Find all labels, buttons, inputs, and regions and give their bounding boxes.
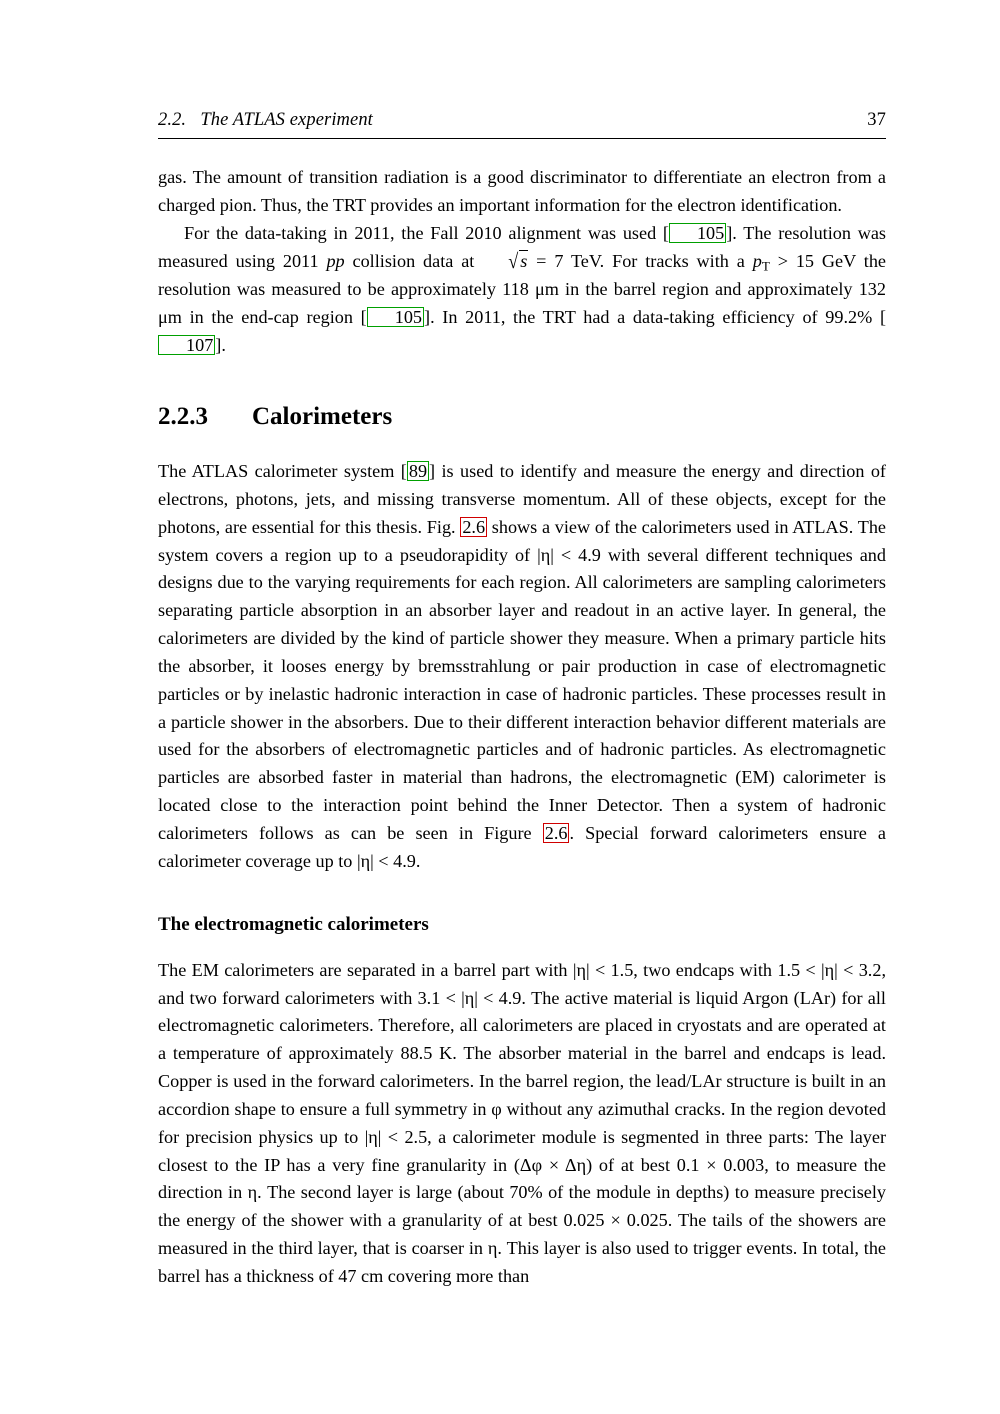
section-title: Calorimeters	[252, 402, 393, 430]
paragraph-calorimeter-overview	[158, 458, 886, 876]
paragraph-trt-continued: gas. The amount of transition radiation is a good discriminator to differentiate an electron from a charged pion. Thus, the TRT provides an important information for the electron identification.	[158, 167, 886, 215]
citation-89[interactable]: 89	[408, 461, 428, 482]
section-number: 2.2.3	[158, 402, 208, 430]
text-run: shows a view of the calorimeters used in ATLAS. The system covers a region up to a pseudorapidity of |η| < 4.9 with several different techniques and designs due to the varying requirements for each region. All calorimeters are sampling calorimeters separating particle absorption in an absorber layer and readout in an active layer. In general, the calorimeters are divided by the kind of particle shower they measure. When a primary particle hits the absorber, it looses energy by bremsstrahlung or pair production in case of electromagnetic particles or by inelastic hadronic interaction in case of hadronic particles. These processes result in a particle shower in the absorbers. Due to their different interaction behavior different materials are used for the absorbers of electromagnetic particles and of hadronic particles. As electromagnetic particles are absorbed faster in material than hadrons, the electromagnetic (EM) calorimeter is located close to the interaction point behind the Inner Detector. Then a system of hadronic calorimeters follows as can be seen in Figure	[158, 516, 886, 843]
text-run: ].	[215, 334, 226, 355]
text-run: = 7 TeV. For tracks with a	[528, 250, 753, 271]
running-head-section: 2.2. The ATLAS experiment	[158, 110, 373, 130]
page-content	[158, 110, 886, 1291]
sqrt-symbol: √	[508, 248, 519, 272]
math-pp: pp	[326, 250, 345, 271]
figure-reference-2-6-b[interactable]: 2.6	[544, 822, 568, 843]
paragraph-em-calorimeters: The EM calorimeters are separated in a barrel part with |η| < 1.5, two endcaps with 1.5 < |η| < 3.2, and two forward calorimeters with 3.1 < |η| < 4.9. The active material is liquid Argon (LAr) for all electromagnetic calorimeters. Therefore, all calorimeters are placed in cryostats and are operated at a temperature of approximately 88.5 K. The absorber material in the barrel and endcaps is lead. Copper is used in the forward calorimeters. In the barrel region, the lead/LAr structure is built in an accordion shape to ensure a full symmetry in φ without any azimuthal cracks. In the region devoted for precision physics up to |η| < 2.5, a calorimeter module is segmented in three parts: The layer closest to the IP has a very fine granularity in (Δφ × Δη) of at best 0.1 × 0.003, to measure the direction in η. The second layer is large (about 70% of the module in depths) to measure precisely the energy of the shower with a granularity of at best 0.025 × 0.025. The tails of the showers are measured in the third layer, that is coarser in η. This layer is also used to trigger events. In total, the barrel has a thickness of 47 cm covering more than	[158, 959, 886, 1287]
math-pt: p	[752, 250, 762, 271]
text-run: ] is used to identify and measure the energy and direction of electrons, photons, jets, and missing transverse momentum. All of these objects, except for the photons, are essential for this thesis. Fig.	[158, 461, 886, 537]
subsection-heading-em-calorimeters: The electromagnetic calorimeters	[158, 913, 429, 935]
text-run: ]. The resolution was measured using 2011	[158, 222, 886, 271]
page-header	[158, 110, 886, 139]
text-run: > 15 GeV the resolution was measured to be approximately 118 μm in the barrel region and approximately 132 μm in the end-cap region [	[158, 250, 887, 328]
text-run: . Special forward calorimeters ensure a calorimeter coverage up to |η| < 4.9.	[158, 822, 886, 871]
paragraph-alignment	[158, 220, 886, 360]
paragraph-group-intro	[158, 164, 886, 360]
citation-107[interactable]: 107	[158, 335, 215, 355]
citation-105-a[interactable]: 105	[669, 223, 726, 243]
citation-105-b[interactable]: 105	[367, 307, 424, 327]
math-pt-subscript: T	[761, 258, 770, 274]
text-run: ]. In 2011, the TRT had a data-taking efficiency of 99.2% [	[424, 307, 886, 328]
math-sqrt-s: s	[520, 250, 528, 271]
body-text	[158, 164, 886, 1291]
page-number: 37	[867, 110, 886, 130]
figure-reference-2-6-a[interactable]: 2.6	[462, 516, 486, 537]
text-run: For the data-taking in 2011, the Fall 2010 alignment was used [	[184, 222, 669, 243]
section-heading-calorimeters	[158, 398, 886, 436]
text-run: The ATLAS calorimeter system [	[158, 461, 407, 482]
text-run: collision data at	[344, 250, 483, 271]
